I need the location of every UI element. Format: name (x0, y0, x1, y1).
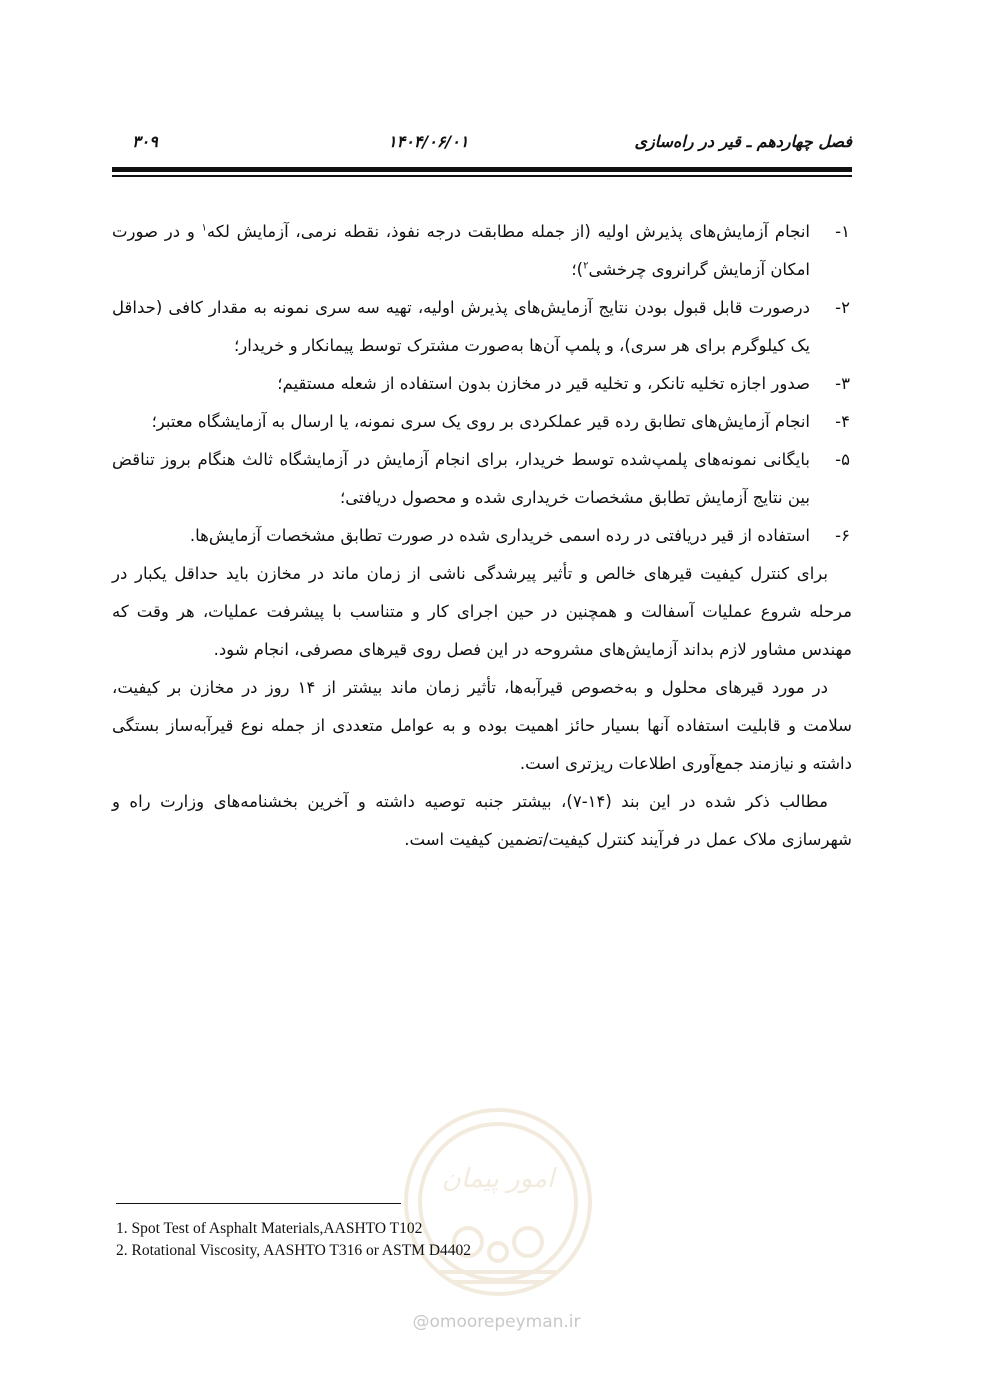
gear-icon (406, 1110, 590, 1294)
page-body (112, 213, 852, 859)
header-rule-thick (112, 167, 852, 172)
list-text: انجام آزمایش‌های تطابق رده قیر عملکردی بر روی یک سری نمونه، یا ارسال به آزمایشگاه معتبر؛ (151, 412, 810, 431)
list-item (112, 365, 852, 403)
header-date: ۱۴۰۴/۰۶/۰۱ (388, 132, 469, 151)
list-number: ۴- (835, 412, 850, 431)
header-rule-thin (112, 175, 852, 177)
footnote: 2. Rotational Viscosity, AASHTO T316 or ASTM D4402 (116, 1242, 472, 1259)
list-text: درصورت قابل قبول بودن نتایج آزمایش‌های پذیرش اولیه، تهیه سه سری نمونه به مقدار کافی (حداقل یک کیلوگرم برای هر سری)، و پلمپ آن‌ها به‌صورت مشترک توسط پیمانکار و خریدار؛ (112, 298, 810, 355)
list-text: صدور اجازه تخلیه تانکر، و تخلیه قیر در مخازن بدون استفاده از شعله مستقیم؛ (277, 374, 810, 393)
list-number: ۵- (835, 450, 850, 469)
footnotes (116, 1218, 471, 1262)
chapter-title: فصل چهاردهم ـ قیر در راه‌سازی (634, 132, 852, 151)
list-item (112, 517, 852, 555)
list-text: بایگانی نمونه‌های پلمپ‌شده توسط خریدار، برای انجام آزمایش در آزمایشگاه ثالث هنگام بروز تناقض بین نتایج آزمایش تطابق مشخصات خریداری شده و محصول دریافتی؛ (112, 450, 810, 507)
list-number: ۳- (835, 374, 850, 393)
list-text: و در صورت امکان آزمایش گرانروی چرخشی (112, 222, 810, 279)
footnote-ref: ۲ (583, 260, 589, 272)
list-item (112, 441, 852, 517)
list-item (112, 289, 852, 365)
body-paragraph: در مورد قیرهای محلول و به‌خصوص قیرآبه‌ها، تأثیر زمان ماند بیشتر از ۱۴ روز در مخازن بر کیفیت، سلامت و قابلیت استفاده آنها بسیار حائز اهمیت بوده و به عوامل متعددی از جمله نوع قیرآبه‌ساز بستگی داشته و نیازمند جمع‌آوری اطلاعات ریزتری است. (112, 678, 852, 773)
page-header (112, 128, 852, 158)
watermark-logo-text: امور پیمان (441, 1164, 555, 1194)
list-text: انجام آزمایش‌های پذیرش اولیه (از جمله مطابقت درجه نفوذ، نقطه نرمی، آزمایش لکه (206, 222, 811, 241)
body-paragraph: برای کنترل کیفیت قیرهای خالص و تأثیر پیرشدگی ناشی از زمان ماند در مخازن باید حداقل یکبار در مرحله شروع عملیات آسفالت و همچنین در حین اجرای کار و متناسب با پیشرفت عملیات، هر وقت که مهندس مشاور لازم بداند آزمایش‌های مشروحه در این فصل روی قیرهای مصرفی، انجام شود. (112, 564, 852, 659)
footnote-ref: ۱ (201, 222, 207, 234)
list-number: ۶- (835, 526, 850, 545)
list-text: )؛ (571, 260, 584, 279)
body-paragraph: مطالب ذکر شده در این بند (۱۴-۷)، بیشتر جنبه توصیه داشته و آخرین بخشنامه‌های وزارت راه و شهرسازی ملاک عمل در فرآیند کنترل کیفیت/تضمین کیفیت است. (112, 792, 852, 849)
list-number: ۱- (835, 222, 850, 241)
list-text: استفاده از قیر دریافتی در رده اسمی خریداری شده در صورت تطابق مشخصات آزمایش‌ها. (189, 526, 810, 545)
list-number: ۲- (835, 298, 850, 317)
footnote-rule (116, 1203, 401, 1204)
page-number: ۳۰۹ (132, 132, 158, 151)
watermark-logo (398, 1102, 598, 1302)
footnote: 1. Spot Test of Asphalt Materials,AASHTO T102 (116, 1220, 423, 1237)
watermark-site: @omoorepeyman.ir (412, 1312, 581, 1332)
list-item (112, 403, 852, 441)
list-item (112, 213, 852, 289)
